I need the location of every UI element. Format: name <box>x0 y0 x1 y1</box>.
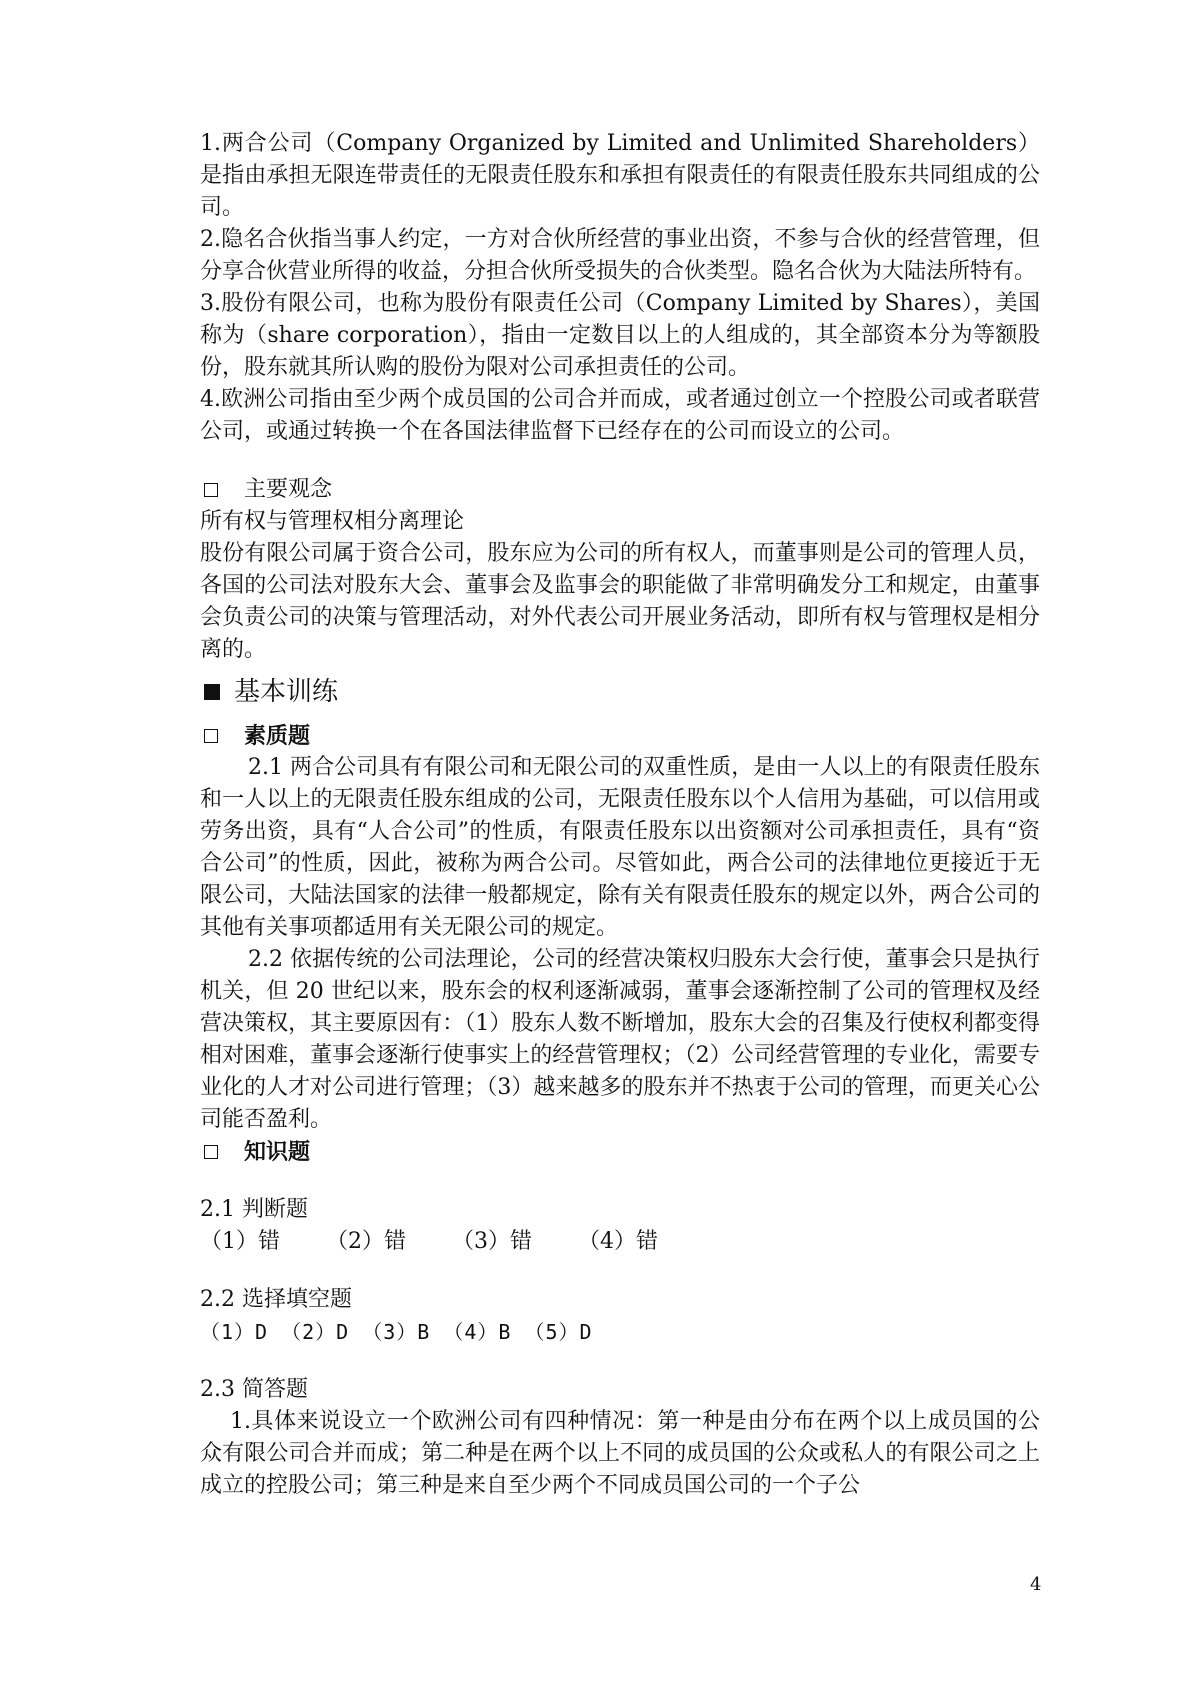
main-concept-body: 股份有限公司属于资合公司，股东应为公司的所有权人，而董事则是公司的管理人员，各国的公司法对股东大会、董事会及监事会的职能做了非常明确发分工和规定，由董事会负责公司的决策与管理活动，对外代表公司开展业务活动，即所有权与管理权是相分离的。 <box>200 541 1040 662</box>
document-page <box>200 128 1040 1502</box>
short-answer-title: 2.3 简答题 <box>200 1377 308 1402</box>
knowledge-heading <box>200 1136 1040 1168</box>
quality-paragraph-2: 2.2 依据传统的公司法理论，公司的经营决策权归股东大会行使，董事会只是执行机关，但 20 世纪以来，股东会的权利逐渐减弱，董事会逐渐控制了公司的管理权及经营决策权，其主要原因有：（1）股东人数不断增加，股东大会的召集及行使权利都变得相对困难，董事会逐渐行使事实上的经营管理权；（2）公司经营管理的专业化，需要专业化的人才对公司进行管理；（3）越来越多的股东并不热衷于公司的管理，而更关心公司能否盈利。 <box>200 947 1040 1132</box>
definition-2: 2.隐名合伙指当事人约定，一方对合伙所经营的事业出资，不参与合伙的经营管理，但分享合伙营业所得的收益，分担合伙所受损失的合伙类型。隐名合伙为大陆法所特有。 <box>200 227 1040 284</box>
tf-answer: （3）错 <box>452 1229 532 1254</box>
tf-answer: （2）错 <box>326 1229 406 1254</box>
tf-answer: （4）错 <box>578 1229 658 1254</box>
page-number: 4 <box>1030 1574 1042 1595</box>
quality-heading-label: 素质题 <box>244 723 311 749</box>
tf-answer: （1）错 <box>200 1229 280 1254</box>
definition-3: 3.股份有限公司，也称为股份有限责任公司（Company Limited by Shares），美国称为（share corporation），指由一定数目以上的人组成的，其全部资本分为等额股份，股东就其所认购的股份为限对公司承担责任的公司。 <box>200 291 1040 380</box>
main-concept-subtitle: 所有权与管理权相分离理论 <box>200 509 465 534</box>
basic-training-heading-label: 基本训练 <box>234 677 339 707</box>
quality-heading <box>200 720 1040 752</box>
checkbox-square-icon <box>204 1145 218 1159</box>
checkbox-square-icon <box>204 483 218 497</box>
knowledge-heading-label: 知识题 <box>244 1139 311 1165</box>
short-answer-body: 1.具体来说设立一个欧洲公司有四种情况：第一种是由分布在两个以上成员国的公众有限公司合并而成；第二种是在两个以上不同的成员国的公众或私人的有限公司之上成立的控股公司；第三种是来自至少两个不同成员国公司的一个子公 <box>200 1409 1040 1498</box>
choice-title: 2.2 选择填空题 <box>200 1287 352 1312</box>
checkbox-square-icon <box>204 729 218 743</box>
quality-paragraph-1: 2.1 两合公司具有有限公司和无限公司的双重性质，是由一人以上的有限责任股东和一人以上的无限责任股东组成的公司，无限责任股东以个人信用为基础，可以信用或劳务出资，具有“人合公司”的性质，有限责任股东以出资额对公司承担责任，具有“资合公司”的性质，因此，被称为两合公司。尽管如此，两合公司的法律地位更接近于无限公司，大陆法国家的法律一般都规定，除有关有限责任股东的规定以外，两合公司的其他有关事项都适用有关无限公司的规定。 <box>200 755 1040 940</box>
filled-square-icon <box>204 684 220 700</box>
basic-training-heading <box>200 674 1040 710</box>
main-concept-heading-label: 主要观念 <box>244 477 333 502</box>
main-concept-heading <box>200 474 1040 506</box>
definition-1: 1.两合公司（Company Organized by Limited and Unlimited Shareholders）是指由承担无限连带责任的无限责任股东和承担有限责任的有限责任股东共同组成的公司。 <box>200 131 1040 220</box>
tf-title: 2.1 判断题 <box>200 1197 308 1222</box>
tf-answers <box>200 1226 1040 1258</box>
definition-4: 4.欧洲公司指由至少两个成员国的公司合并而成，或者通过创立一个控股公司或者联营公司，或通过转换一个在各国法律监督下已经存在的公司而设立的公司。 <box>200 387 1040 444</box>
choice-answers: （1）D （2）D （3）B （4）B （5）D <box>200 1320 593 1344</box>
